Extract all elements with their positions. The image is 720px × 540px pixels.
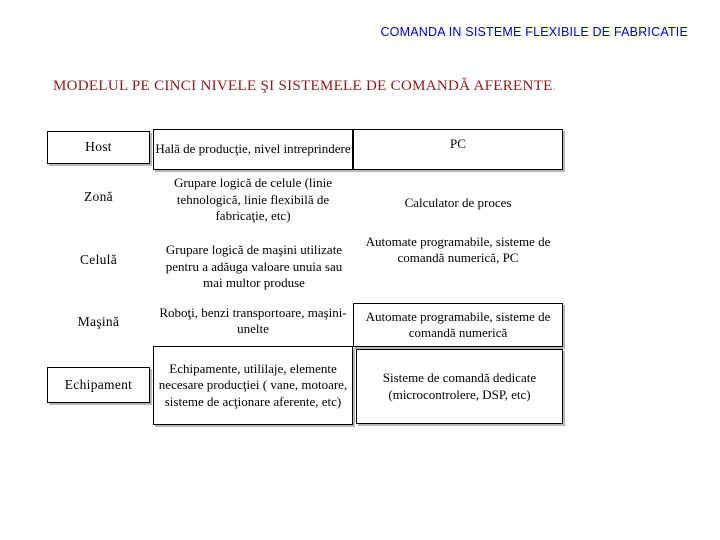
level-masina-label: Maşină bbox=[77, 313, 120, 329]
description-host: Hală de producţie, nivel intreprindere bbox=[155, 141, 351, 157]
description-celula: Grupare logică de maşini utilizate pentru a adăuga valoare unuia sau mai multor produse bbox=[165, 242, 343, 291]
header-title: COMANDA IN SISTEME FLEXIBILE DE FABRICATIE bbox=[380, 25, 688, 39]
control-host-box bbox=[353, 129, 563, 170]
control-celula: Automate programabile, sisteme de comandă numerică, PC bbox=[365, 233, 551, 265]
level-host-label: Host bbox=[85, 139, 112, 155]
description-echipament-box bbox=[153, 346, 353, 425]
control-zona: Calculator de proces bbox=[404, 194, 512, 210]
description-echipament: Echipamente, utililaje, elemente necesare producţiei ( vane, motoare, sisteme de acţionare aferente, etc) bbox=[158, 360, 348, 409]
control-echipament-box bbox=[356, 349, 563, 424]
control-host: PC bbox=[450, 136, 466, 151]
level-host-box bbox=[47, 131, 150, 164]
control-masina-box bbox=[353, 303, 563, 347]
slide-title-text: MODELUL PE CINCI NIVELE ŞI SISTEMELE DE COMANDĂ AFERENTE bbox=[53, 78, 553, 94]
slide-title-suffix: . bbox=[552, 78, 557, 94]
level-echipament-label: Echipament bbox=[64, 376, 133, 392]
level-echipament-box bbox=[47, 367, 150, 403]
control-echipament: Sisteme de comandă dedicate (microcontrolere, DSP, etc) bbox=[382, 370, 537, 402]
description-host-box bbox=[153, 129, 353, 170]
level-zona-label: Zonă bbox=[84, 188, 113, 204]
control-masina: Automate programabile, sisteme de comandă numerică bbox=[365, 308, 551, 340]
description-zona: Grupare logică de celule (linie tehnologică, linie flexibilă de fabricaţie, etc) bbox=[173, 175, 333, 224]
description-masina: Roboţi, benzi transportoare, maşini-unelte bbox=[159, 304, 347, 336]
slide-title bbox=[53, 78, 557, 95]
level-celula-label: Celulă bbox=[79, 251, 118, 267]
